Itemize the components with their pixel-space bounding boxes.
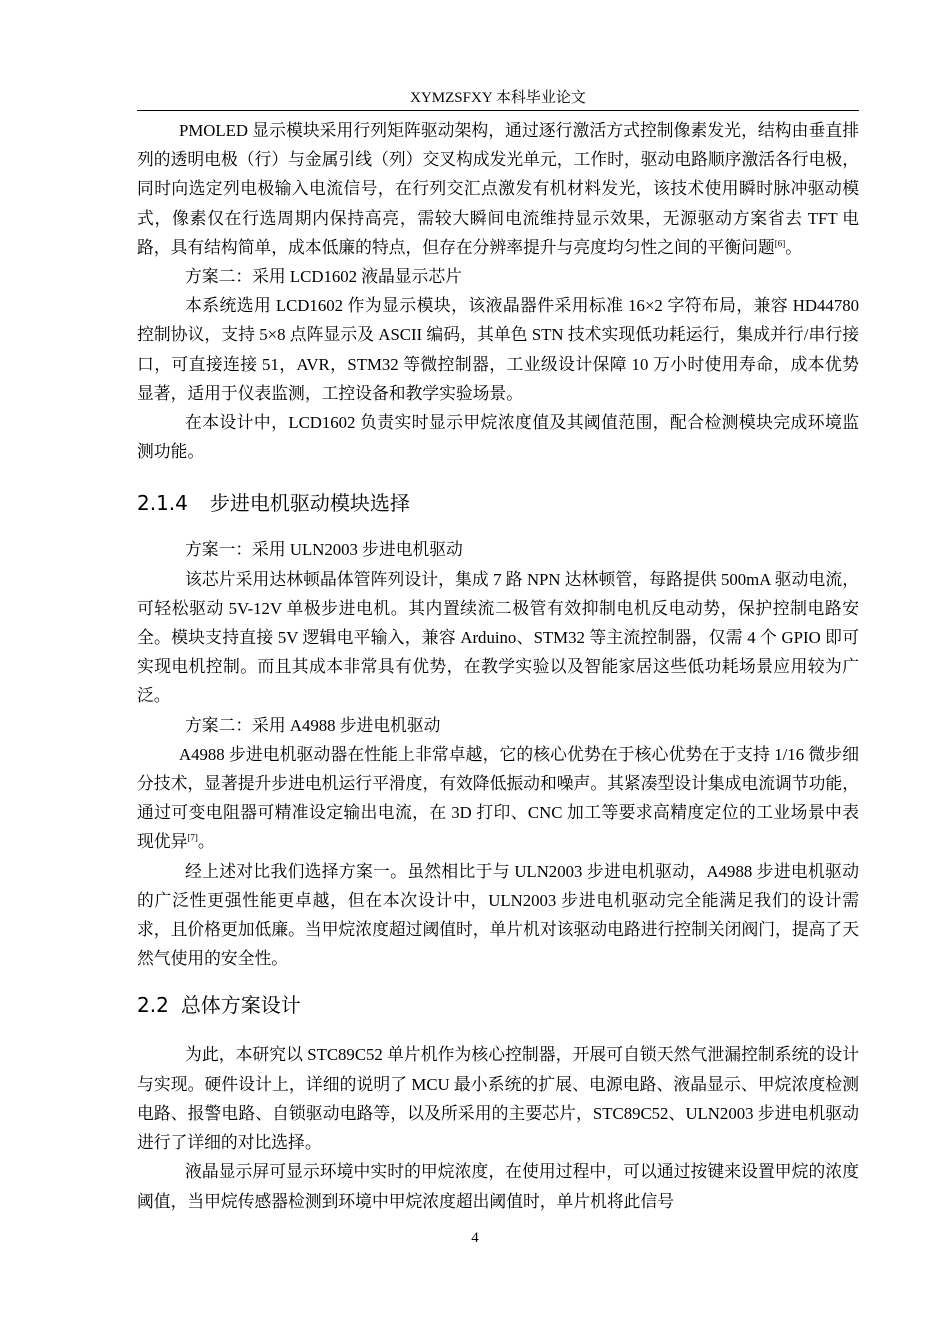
header-rule bbox=[137, 110, 859, 111]
paragraph: 为此，本研究以 STC89C52 单片机作为核心控制器，开展可自锁天然气泄漏控制系统的设计与实现。硬件设计上，详细的说明了 MCU 最小系统的扩展、电源电路、液晶显示、甲烷浓度检测电路、报警电路、自锁驱动电路等，以及所采用的主要芯片，STC89C52、ULN2003 步进电机驱动进行了详细的对比选择。 bbox=[137, 1045, 859, 1153]
section-number: 2.1.4 bbox=[137, 491, 188, 516]
running-header: XYMZSFXY 本科毕业论文 bbox=[410, 90, 586, 106]
paragraph: 经上述对比我们选择方案一。虽然相比于与 ULN2003 步进电机驱动，A4988 步进电机驱动的广泛性更强性能更卓越，但在本次设计中，ULN2003 步进电机驱动完全能满足我们的设计需求，且价格更加低廉。当甲烷浓度超过阈值时，单片机对该驱动电路进行控制关闭阀门，提高了天然气使用的安全性。 bbox=[137, 861, 859, 969]
paragraph: PMOLED 显示模块采用行列矩阵驱动架构，通过逐行激活方式控制像素发光，结构由垂直排列的透明电极（行）与金属引线（列）交叉构成发光单元，工作时，驱动电路顺序激活各行电极，同时向选定列电极输入电流信号，在行列交汇点激发有机材料发光，该技术使用瞬时脉冲驱动模式，像素仅在行选周期内保持高亮，需较大瞬间电流维持显示效果，无源驱动方案省去 TFT 电路，具有结构简单，成本低廉的特点，但存在分辨率提升与亮度均匀性之间的平衡问题[6]。 bbox=[137, 121, 859, 257]
paragraph: 方案一：采用 ULN2003 步进电机驱动 bbox=[185, 540, 463, 560]
section-heading bbox=[137, 488, 859, 518]
paragraph: 本系统选用 LCD1602 作为显示模块，该液晶器件采用标准 16×2 字符布局，兼容 HD44780 控制协议，支持 5×8 点阵显示及 ASCII 编码，其单色 STN 技术实现低功耗运行，集成并行/串行接口，可直接连接 51，AVR，STM32 等微控制器，工业级设计保障 10 万小时使用寿命，成本优势显著，适用于仪表监测，工控设备和教学实验场景。 bbox=[137, 296, 859, 403]
citation: [6] bbox=[774, 238, 786, 249]
body-text bbox=[137, 116, 859, 1216]
paragraph: 方案二：采用 LCD1602 液晶显示芯片 bbox=[185, 267, 462, 287]
section-title: 总体方案设计 bbox=[180, 993, 301, 1018]
section-title: 步进电机驱动模块选择 bbox=[209, 491, 410, 516]
paragraph: 该芯片采用达林顿晶体管阵列设计，集成 7 路 NPN 达林顿管，每路提供 500mA 驱动电流，可轻松驱动 5V-12V 单极步进电机。其内置续流二极管有效抑制电机反电动势，保护控制电路安全。模块支持直接 5V 逻辑电平输入，兼容 Arduino、STM32 等主流控制器，仅需 4 个 GPIO 即可实现电机控制。而且其成本非常具有优势，在教学实验以及智能家居这些低功耗场景应用较为广泛。 bbox=[137, 569, 859, 706]
section-number: 2.2 bbox=[137, 993, 169, 1018]
paragraph: 液晶显示屏可显示环境中实时的甲烷浓度，在使用过程中，可以通过按键来设置甲烷的浓度阈值，当甲烷传感器检测到环境中甲烷浓度超出阈值时，单片机将此信号 bbox=[137, 1162, 859, 1211]
paragraph: A4988 步进电机驱动器在性能上非常卓越，它的核心优势在于核心优势在于支持 1/16 微步细分技术，显著提升步进电机运行平滑度，有效降低振动和噪声。其紧凑型设计集成电流调节功能，通过可变电阻器可精准设定输出电流，在 3D 打印、CNC 加工等要求高精度定位的工业场景中表现优异[7]。 bbox=[137, 744, 859, 852]
section-heading bbox=[137, 990, 859, 1020]
page-number: 4 bbox=[471, 1230, 479, 1246]
citation: [7] bbox=[187, 832, 198, 843]
paragraph: 方案二：采用 A4988 步进电机驱动 bbox=[185, 715, 441, 735]
paragraph: 在本设计中，LCD1602 负责实时显示甲烷浓度值及其阈值范围，配合检测模块完成环境监测功能。 bbox=[137, 413, 859, 462]
